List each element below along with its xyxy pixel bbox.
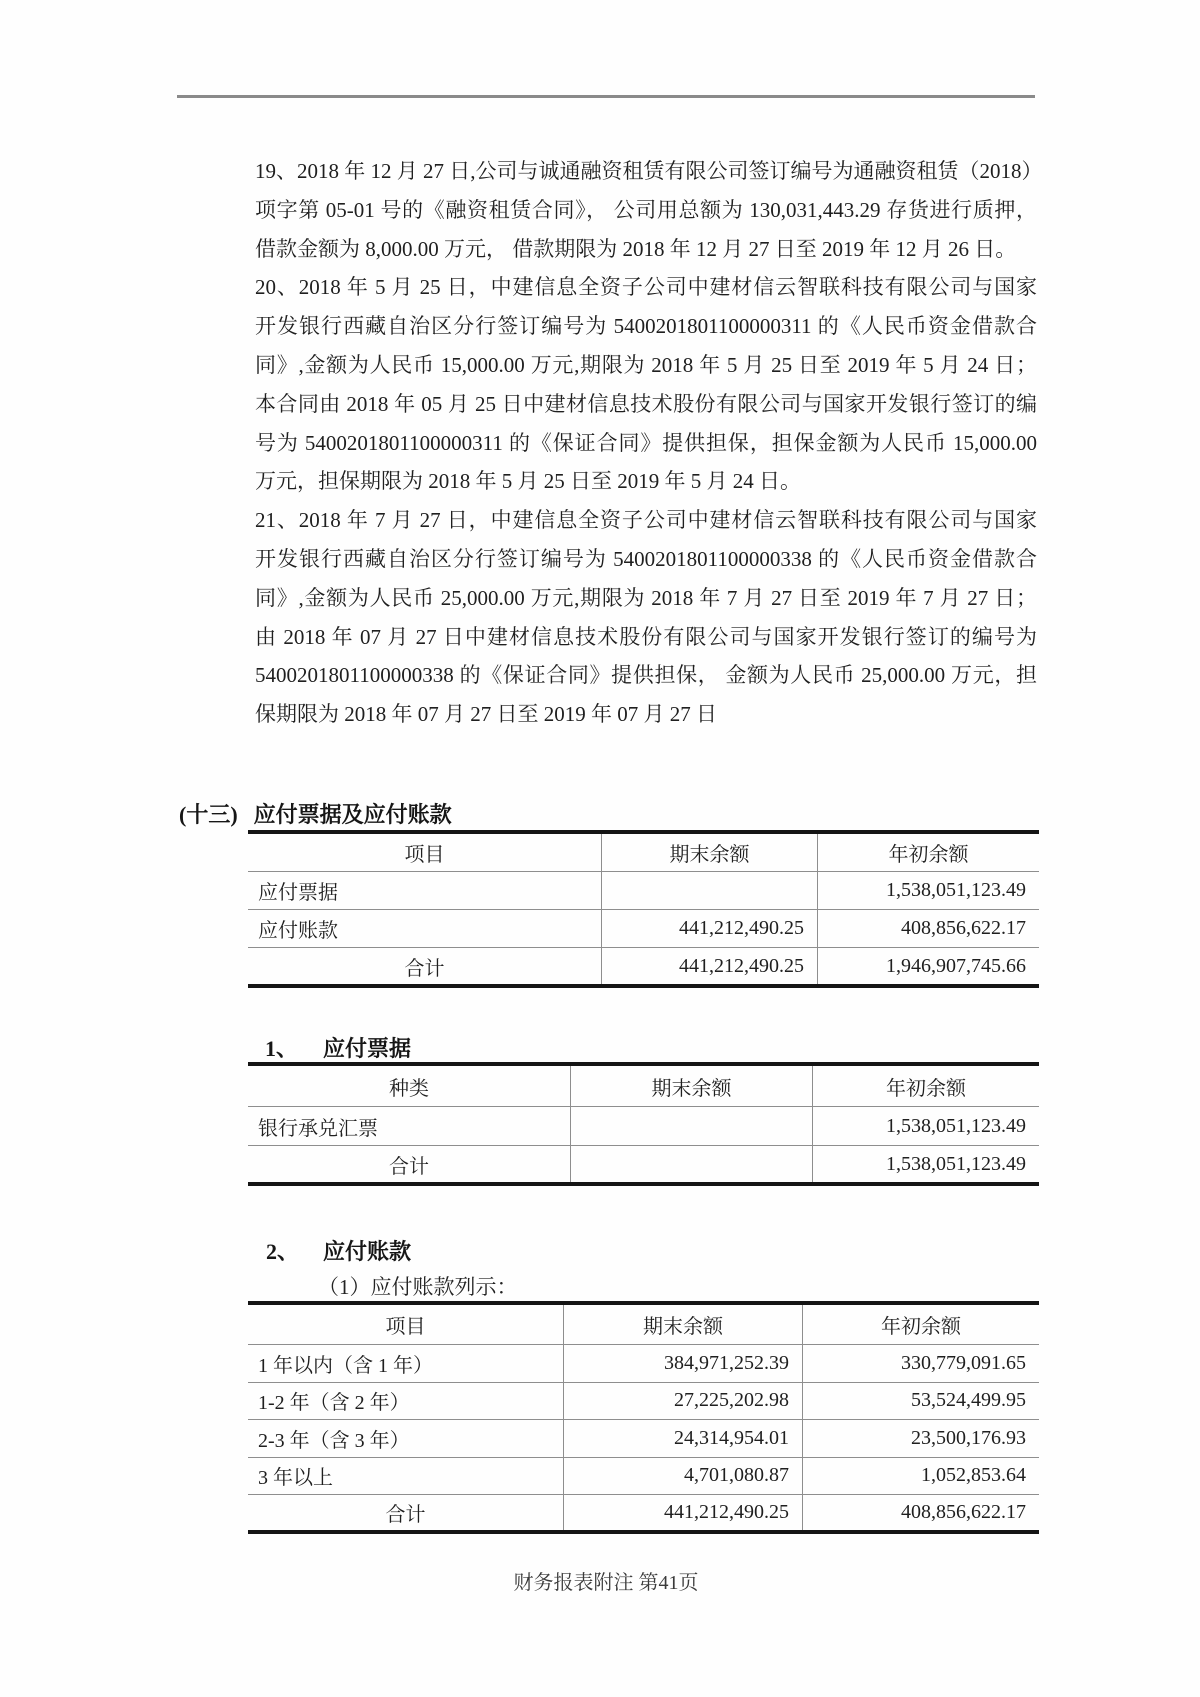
- table-cell: [601, 871, 817, 909]
- table-cell: 3 年以上: [248, 1457, 563, 1495]
- paragraph-19: [255, 152, 1043, 268]
- paragraph-line: 5400201801100000338 的《保证合同》提供担保， 金额为人民币 25,000.00 万元，担: [255, 663, 1037, 688]
- table-cell: 应付账款: [248, 909, 601, 947]
- table-cell: 1-2 年（含 2 年）: [248, 1382, 563, 1420]
- table-cell: 1,538,051,123.49: [812, 1106, 1039, 1145]
- paragraph-21: [255, 501, 1037, 734]
- table-cell: 1 年以内（含 1 年）: [248, 1344, 563, 1382]
- table-cell: 441,212,490.25: [601, 947, 817, 984]
- page-footer: 财务报表附注 第41页: [513, 1572, 699, 1594]
- subsection-2-title: 应付账款: [323, 1238, 412, 1264]
- subsection-1-heading: [265, 1031, 411, 1063]
- paragraph-20: [255, 268, 1037, 501]
- section-13-title: 应付票据及应付账款: [253, 801, 452, 827]
- table-total-cell: 合计: [248, 1145, 570, 1182]
- paragraph-line: 同》,金额为人民币 25,000.00 万元,期限为 2018 年 7 月 27 日至 2019 年 7 月 27 日；: [255, 585, 1037, 610]
- paragraph-line: 保期限为 2018 年 07 月 27 日至 2019 年 07 月 27 日: [255, 702, 717, 727]
- notes-paragraphs: [255, 152, 1043, 734]
- section-13-label: (十三): [179, 801, 238, 827]
- summary-table: [248, 830, 1039, 988]
- table-cell: [570, 1145, 812, 1182]
- table-cell: 1,538,051,123.49: [817, 871, 1039, 909]
- table-cell: 应付票据: [248, 871, 601, 909]
- table-cell: 1,946,907,745.66: [817, 947, 1039, 984]
- summary-header-beginning: 年初余额: [817, 834, 1039, 871]
- table-cell: 441,212,490.25: [563, 1494, 802, 1530]
- aging-header-item: 项目: [385, 1316, 426, 1338]
- table-cell: 2-3 年（含 3 年）: [248, 1419, 563, 1457]
- paragraph-line: 同》,金额为人民币 15,000.00 万元,期限为 2018 年 5 月 25 日至 2019 年 5 月 24 日；: [255, 352, 1037, 377]
- table-cell: 1,052,853.64: [802, 1457, 1039, 1495]
- paragraph-line: 万元，担保期限为 2018 年 5 月 25 日至 2019 年 5 月 24 日。: [255, 469, 801, 494]
- aging-header-ending: 期末余额: [563, 1305, 802, 1344]
- paragraph-line: 开发银行西藏自治区分行签订编号为 5400201801100000338 的《人民币资金借款合: [255, 546, 1037, 571]
- subsection-2-number: 2、: [266, 1238, 300, 1264]
- table-cell: 330,779,091.65: [802, 1344, 1039, 1382]
- section-13-heading: [179, 796, 452, 830]
- paragraph-line: 由 2018 年 07 月 27 日中建材信息技术股份有限公司与国家开发银行签订的编号为: [255, 624, 1037, 649]
- accounts-payable-aging-table: [248, 1301, 1039, 1534]
- table-cell: 384,971,252.39: [563, 1344, 802, 1382]
- table-cell: 408,856,622.17: [817, 909, 1039, 947]
- paragraph-line: 项字第 05-01 号的《融资租赁合同》， 公司用总额为 130,031,443.29 存货进行质押，: [255, 197, 1037, 222]
- notes-payable-table: [248, 1062, 1039, 1186]
- table-cell: 441,212,490.25: [601, 909, 817, 947]
- table-cell: 23,500,176.93: [802, 1419, 1039, 1457]
- notes-header-beginning: 年初余额: [812, 1066, 1039, 1106]
- table-cell: 53,524,499.95: [802, 1382, 1039, 1420]
- summary-header-item: 项目: [404, 844, 445, 866]
- table-cell: 27,225,202.98: [563, 1382, 802, 1420]
- notes-header-type: 种类: [389, 1077, 429, 1100]
- table-cell: 408,856,622.17: [802, 1494, 1039, 1530]
- table-cell: [570, 1106, 812, 1145]
- paragraph-line: 本合同由 2018 年 05 月 25 日中建材信息技术股份有限公司与国家开发银行签订的编: [255, 391, 1037, 416]
- subsection-1-number: 1、: [265, 1035, 299, 1061]
- paragraph-line: 开发银行西藏自治区分行签订编号为 5400201801100000311 的《人民币资金借款合: [255, 314, 1037, 339]
- table-total-cell: 合计: [248, 1494, 563, 1530]
- notes-header-ending: 期末余额: [570, 1066, 812, 1106]
- table-cell: 银行承兑汇票: [248, 1106, 570, 1145]
- subsection-1-title: 应付票据: [323, 1035, 412, 1061]
- summary-header-ending: 期末余额: [601, 834, 817, 871]
- table-total-cell: 合计: [248, 947, 601, 984]
- paragraph-line: 借款金额为 8,000.00 万元， 借款期限为 2018 年 12 月 27 日至 2019 年 12 月 26 日。: [255, 236, 1017, 261]
- subsection-2-item-label: （1）应付账款列示：: [318, 1275, 518, 1299]
- table-cell: 4,701,080.87: [563, 1457, 802, 1495]
- subsection-2-heading: [266, 1234, 411, 1266]
- paragraph-line: 21、2018 年 7 月 27 日，中建信息全资子公司中建材信云智联科技有限公司与国家: [255, 508, 1037, 533]
- paragraph-line: 20、2018 年 5 月 25 日，中建信息全资子公司中建材信云智联科技有限公司与国家: [255, 275, 1037, 300]
- table-cell: 24,314,954.01: [563, 1419, 802, 1457]
- table-cell: 1,538,051,123.49: [812, 1145, 1039, 1182]
- paragraph-line: 19、2018 年 12 月 27 日,公司与诚通融资租赁有限公司签订编号为通融资租赁（2018）: [255, 159, 1043, 183]
- aging-header-beginning: 年初余额: [802, 1305, 1039, 1344]
- page-header-rule: [177, 95, 1035, 98]
- paragraph-line: 号为 5400201801100000311 的《保证合同》提供担保，担保金额为人民币 15,000.00: [255, 430, 1037, 455]
